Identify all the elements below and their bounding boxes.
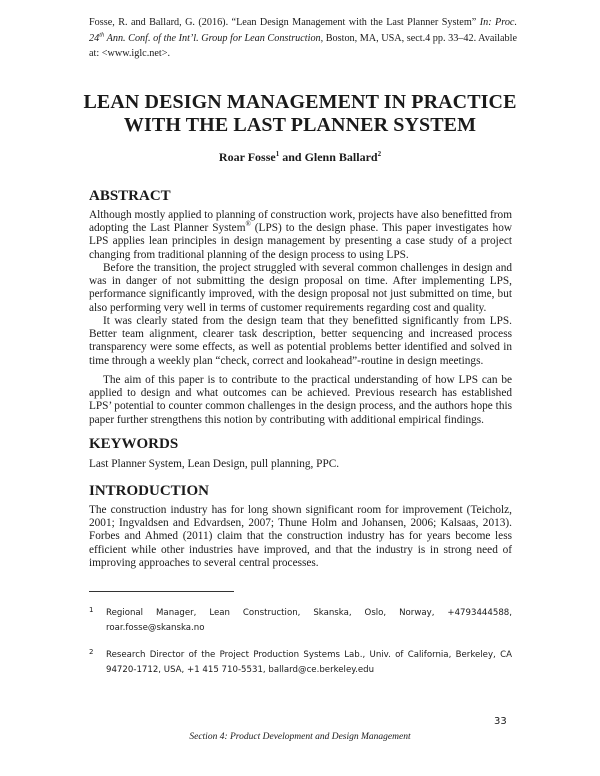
keywords-text: Last Planner System, Lean Design, pull planning, PPC. [89,458,340,470]
abstract-p1-text: Although mostly applied to planning of construction work, projects have also benefitted from adopting the Last Planner System [89,209,512,235]
abstract-paragraph-2: Before the transition, the project struggled with several common challenges in design and was in danger of not submitting the design proposal on time. After implementing LPS, performance significantly improved, with the design proposal not just submitted on time, but also performing very well in terms of customer requirements regarding cost and quality. [89,262,512,314]
introduction-heading: INTRODUCTION [89,483,210,499]
footnote-2-text: Research Director of the Project Production Systems Lab., Univ. of California, Berkeley, CA 94720-1712, USA, +1 415 710-5531, ballard@ce.berkeley.edu [106,650,512,675]
citation-in: In: Proc. 24 [89,17,517,44]
authors-and: and [279,150,305,164]
title-line-1: LEAN DESIGN MANAGEMENT IN PRACTICE [83,91,517,113]
author-2-footnote-mark: 2 [377,150,382,158]
abstract-paragraph-3: It was clearly stated from the design team that they benefitted significantly from LPS. Better team alignment, clearer task description, better sequencing and increased process transparency were some effects, as well as potential problems better identified and solved in time through a weekly plan “check, correct and lookahead”-routine in design meetings. [89,315,512,367]
abstract-heading: ABSTRACT [89,188,171,204]
registered-mark: ® [245,220,251,229]
abstract-paragraph-4: The aim of this paper is to contribute to the practical understanding of how LPS can be applied to design and what outcomes can be achieved. Previous research has established LPS’ potential to counter common challenges in the design process, and the authors hope this paper further strengthens this notion by contributing with additional empirical findings. [89,374,512,426]
title-line-2: WITH THE LAST PLANNER SYSTEM [123,114,477,136]
citation-availability: Boston, MA, USA, sect.4 pp. 33–42. Available at: <www.iglc.net>. [89,32,517,59]
citation-superscript: th [99,31,105,39]
paper-title [60,91,540,137]
abstract-p1-text-cont: (LPS) to the design phase. This paper investigates how LPS applies lean principles in design management by presenting a case study of a project changing from traditional planning of the design process to using LPS. [89,222,513,261]
footnote-1-text: Regional Manager, Lean Construction, Skanska, Oslo, Norway, +4793444588, roar.fosse@skanska.no [106,608,512,633]
section-footer: Section 4: Product Development and Design Management [189,732,411,742]
footnote-2-number: 2 [89,648,94,656]
introduction-paragraph-1: The construction industry has for long shown significant room for improvement (Teicholz, 2001; Ingvaldsen and Edvardsen, 2007; Thune Holm and Johansen, 2006; Kalsaas, 2013). Forbes and Ahmed (2011) claim that the construction industry has for years become less efficient while other industries have improved, and that the industry is in strong need of improving approaches to several central processes. [89,504,512,569]
footnote-separator [89,591,234,592]
abstract-paragraph-1 [89,209,512,262]
page-number: 33 [494,716,507,727]
authors [60,150,540,165]
author-2: Glenn Ballard [304,150,378,164]
citation-header [89,15,517,62]
footnote-1-number: 1 [89,606,94,614]
keywords-heading: KEYWORDS [89,436,179,452]
citation-text: Fosse, R. and Ballard, G. (2016). “Lean Design Management with the Last Planner System” [89,17,480,28]
citation-conference: Ann. Conf. of the Int’l. Group for Lean Construction, [104,32,324,44]
author-1: Roar Fosse [218,150,276,164]
author-1-footnote-mark: 1 [275,150,280,158]
